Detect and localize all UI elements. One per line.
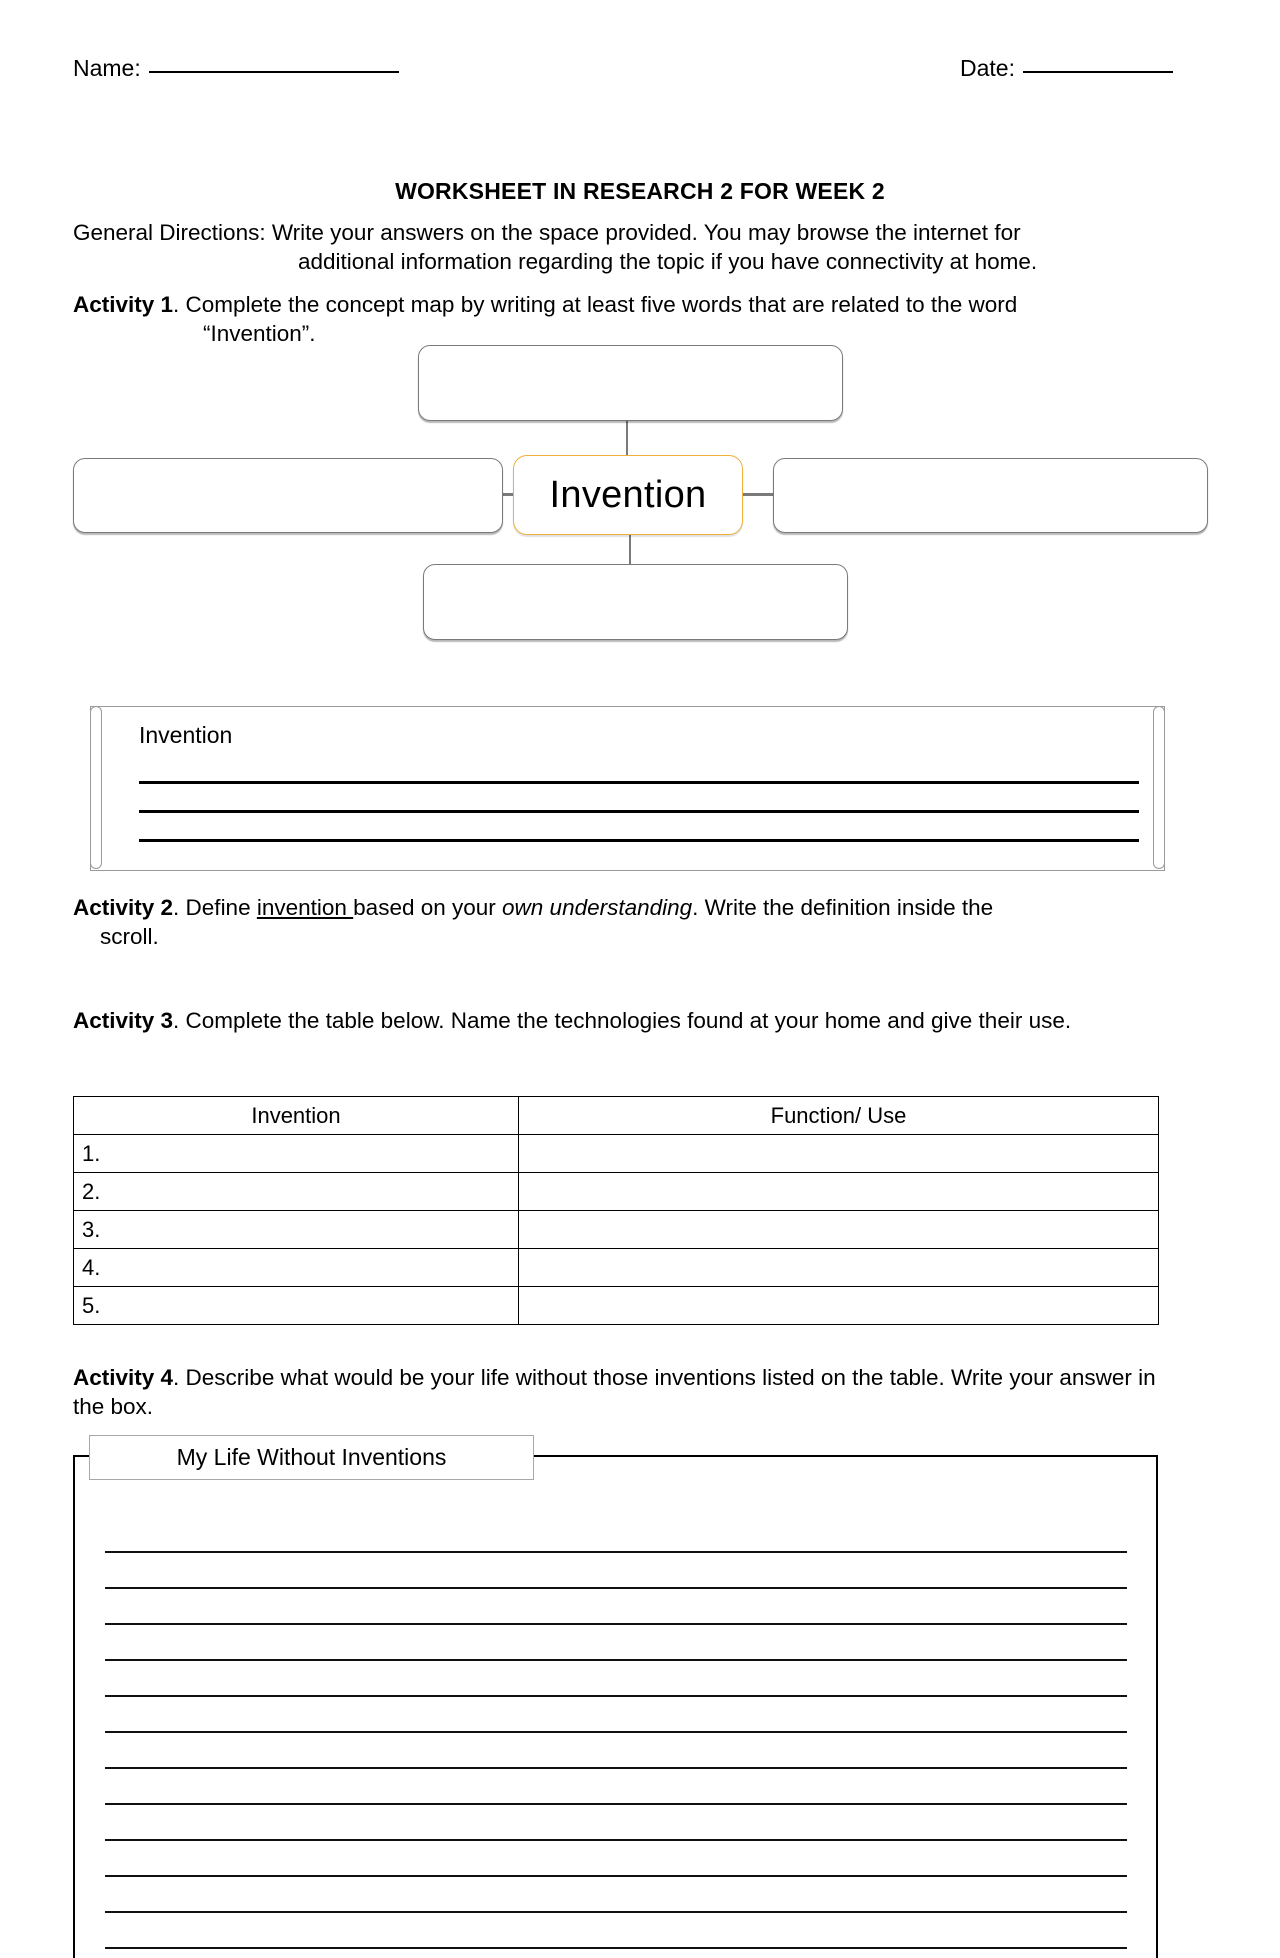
connector-top	[626, 419, 628, 459]
answer-write-line[interactable]	[105, 1733, 1127, 1769]
date-label: Date:	[960, 55, 1015, 81]
answer-write-line[interactable]	[105, 1877, 1127, 1913]
answer-box-tab-label: My Life Without Inventions	[176, 1444, 447, 1470]
table-cell-function[interactable]	[519, 1173, 1159, 1211]
directions-line-1: General Directions: Write your answers on the space provided. You may browse the internet for	[73, 220, 1021, 245]
inventions-table	[73, 1096, 1159, 1325]
activity-3-text-line-2: use.	[1028, 1008, 1072, 1033]
activity-2-underlined-term: invention	[256, 895, 354, 920]
answer-write-line[interactable]	[105, 1589, 1127, 1625]
concept-map-box-bottom[interactable]	[423, 564, 848, 640]
answer-box-lines	[105, 1517, 1127, 1958]
scroll-curl-right-icon	[1153, 706, 1165, 869]
activity-2-italic-phrase: own understanding	[502, 895, 693, 920]
answer-write-line[interactable]	[105, 1841, 1127, 1877]
concept-map-box-top[interactable]	[418, 345, 843, 421]
table-cell-invention[interactable]: 3.	[74, 1211, 519, 1249]
activity-1-text-line-2: “Invention”.	[203, 321, 316, 346]
answer-write-line[interactable]	[105, 1553, 1127, 1589]
table-cell-invention[interactable]: 2.	[74, 1173, 519, 1211]
table-row	[74, 1249, 1159, 1287]
activity-2-label: Activity 2	[73, 895, 174, 920]
activity-3-label: Activity 3	[73, 1008, 174, 1033]
table-row	[74, 1211, 1159, 1249]
table-cell-invention[interactable]: 5.	[74, 1287, 519, 1325]
activity-4-text-line-1: . Describe what would be your life without those inventions listed on the table. Write	[173, 1365, 1004, 1390]
activity-1-label: Activity 1	[73, 292, 174, 317]
answer-write-line[interactable]	[105, 1625, 1127, 1661]
answer-write-line[interactable]	[105, 1769, 1127, 1805]
answer-write-line[interactable]	[105, 1805, 1127, 1841]
table-row	[74, 1287, 1159, 1325]
scroll-write-line[interactable]	[139, 839, 1139, 842]
answer-box-tab	[89, 1435, 534, 1480]
table-cell-invention[interactable]: 1.	[74, 1135, 519, 1173]
connector-bottom	[629, 533, 631, 567]
activity-1-text-line-1: . Complete the concept map by writing at least five words that are related to the word	[173, 292, 1018, 317]
connector-right	[741, 493, 775, 496]
table-cell-function[interactable]	[519, 1249, 1159, 1287]
concept-map-box-right[interactable]	[773, 458, 1208, 533]
scroll-write-line[interactable]	[139, 781, 1139, 784]
activity-1-instructions	[73, 290, 1203, 348]
invention-scroll-box[interactable]	[90, 706, 1165, 871]
activity-2-instructions	[73, 893, 1193, 951]
concept-map-center-node	[513, 455, 743, 535]
table-cell-function[interactable]	[519, 1211, 1159, 1249]
table-cell-function[interactable]	[519, 1287, 1159, 1325]
answer-write-line[interactable]	[105, 1517, 1127, 1553]
answer-write-line[interactable]	[105, 1697, 1127, 1733]
page-title: WORKSHEET IN RESEARCH 2 FOR WEEK 2	[395, 178, 885, 204]
activity-4-label: Activity 4	[73, 1365, 174, 1390]
activity-4-text-line-2: your answer in the box.	[73, 1365, 1156, 1419]
concept-map-box-left[interactable]	[73, 458, 503, 533]
table-cell-function[interactable]	[519, 1135, 1159, 1173]
activity-3-text-line-1: . Complete the table below. Name the technologies found at your home and give their	[173, 1008, 1023, 1033]
activity-2-pre: . Define	[173, 895, 257, 920]
activity-4-instructions	[73, 1363, 1193, 1421]
date-blank-line[interactable]	[1023, 71, 1173, 73]
scroll-write-line[interactable]	[139, 810, 1139, 813]
directions-line-2: additional information regarding the topic if you have connectivity at home.	[298, 249, 1038, 274]
activity-2-mid: based on your	[353, 895, 503, 920]
table-row	[74, 1173, 1159, 1211]
table-cell-invention[interactable]: 4.	[74, 1249, 519, 1287]
activity-3-instructions	[73, 1006, 1198, 1035]
scroll-curl-left-icon	[90, 706, 102, 869]
concept-map	[73, 345, 1208, 600]
name-blank-line[interactable]	[149, 71, 399, 73]
answer-write-line[interactable]	[105, 1661, 1127, 1697]
scroll-title: Invention	[139, 722, 233, 748]
table-header-invention: Invention	[74, 1097, 519, 1135]
answer-write-line[interactable]	[105, 1949, 1127, 1958]
general-directions	[73, 218, 1188, 276]
table-header-function: Function/ Use	[519, 1097, 1159, 1135]
name-date-row	[73, 55, 1173, 82]
table-row	[74, 1135, 1159, 1173]
my-life-without-inventions-box[interactable]	[73, 1444, 1158, 1958]
concept-map-center-label: Invention	[549, 473, 707, 516]
answer-write-line[interactable]	[105, 1913, 1127, 1949]
name-label: Name:	[73, 55, 141, 81]
activity-2-text-line-2: scroll.	[100, 924, 159, 949]
table-header-row	[74, 1097, 1159, 1135]
activity-2-post: . Write the definition inside the	[692, 895, 994, 920]
